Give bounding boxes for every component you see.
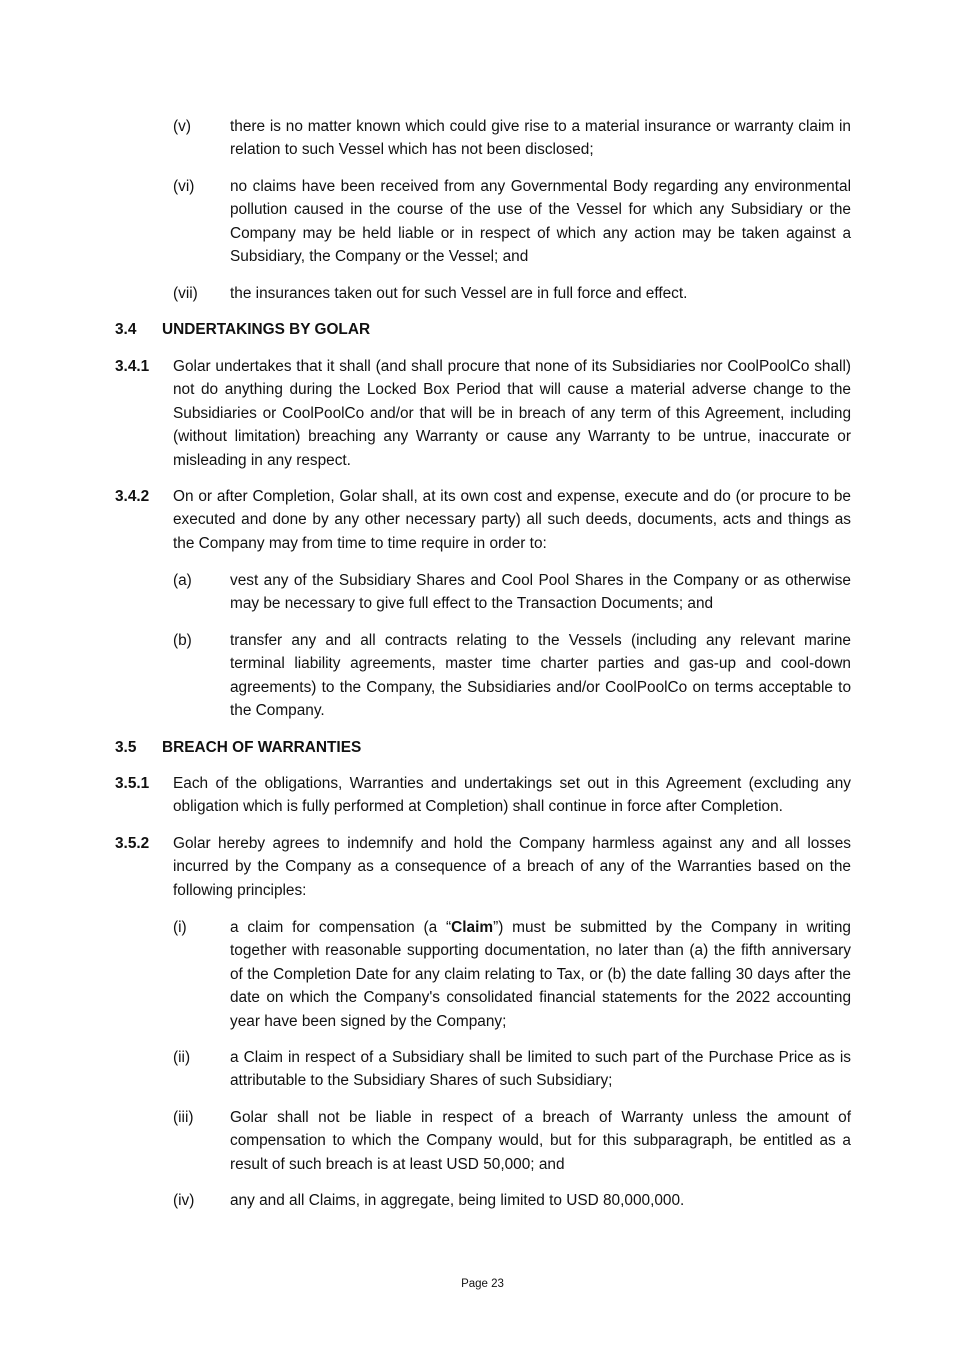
item-text: the insurances taken out for such Vessel are in full force and effect. bbox=[230, 285, 688, 302]
item-label: (vi) bbox=[173, 178, 195, 195]
defined-term-claim: Claim bbox=[451, 919, 494, 936]
item-label: (ii) bbox=[173, 1049, 191, 1066]
item-text bbox=[230, 916, 851, 1033]
section-number: 3.4 bbox=[115, 321, 137, 338]
item-text: no claims have been received from any Governmental Body regarding any environmental pollution caused in the course of the use of the Vessel for which any Subsidiary or the Company may be held liable or in respect of which any action may be taken against a Subsidiary, the Company or the Vessel; and bbox=[230, 178, 851, 266]
item-text: there is no matter known which could give rise to a material insurance or warranty claim in relation to such Vessel which has not been disclosed; bbox=[230, 118, 851, 159]
item-text-before: a claim for compensation (a “ bbox=[230, 919, 452, 936]
item-text: any and all Claims, in aggregate, being limited to USD 80,000,000. bbox=[230, 1192, 685, 1209]
clause-text: On or after Completion, Golar shall, at its own cost and expense, execute and do (or procure to be executed and done by any other necessary party) all such deeds, documents, acts and things as the Company may from time to time require in order to: bbox=[173, 488, 851, 552]
page-number: Page 23 bbox=[461, 1278, 504, 1290]
section-title: BREACH OF WARRANTIES bbox=[162, 739, 362, 756]
section-title: UNDERTAKINGS BY GOLAR bbox=[162, 321, 371, 338]
clause-number: 3.4.2 bbox=[115, 488, 150, 505]
clause-text: Golar undertakes that it shall (and shall procure that none of its Subsidiaries nor CoolPoolCo shall) not do anything during the Locked Box Period that will cause a material adverse change to the Subsidiaries or CoolPoolCo and/or that will be in breach of any term of this Agreement, including (without limitation) breaching any Warranty or cause any Warranty to be untrue, inaccurate or misleading in any respect. bbox=[173, 358, 851, 469]
item-label: (i) bbox=[173, 919, 187, 936]
item-text: a Claim in respect of a Subsidiary shall be limited to such part of the Purchase Price as is attributable to the Subsidiary Shares of such Subsidiary; bbox=[230, 1049, 851, 1090]
item-text: transfer any and all contracts relating to the Vessels (including any relevant marine terminal liability agreements, master time charter parties and gas-up and cool-down agreements) to the Company, the Subsidiaries and/or CoolPoolCo on terms acceptable to the Company. bbox=[230, 632, 851, 720]
clause-text: Each of the obligations, Warranties and undertakings set out in this Agreement (excluding any obligation which is fully performed at Completion) shall continue in force after Completion. bbox=[173, 775, 851, 816]
section-number: 3.5 bbox=[115, 739, 137, 756]
item-label: (iv) bbox=[173, 1192, 195, 1209]
clause-number: 3.5.1 bbox=[115, 775, 150, 792]
item-label: (a) bbox=[173, 572, 192, 589]
item-label: (b) bbox=[173, 632, 192, 649]
clause-number: 3.5.2 bbox=[115, 835, 150, 852]
item-label: (iii) bbox=[173, 1109, 194, 1126]
item-label: (v) bbox=[173, 118, 191, 135]
clause-text: Golar hereby agrees to indemnify and hold the Company harmless against any and all losses incurred by the Company as a consequence of a breach of any of the Warranties based on the following principles: bbox=[173, 835, 851, 899]
item-text: vest any of the Subsidiary Shares and Cool Pool Shares in the Company or as otherwise may be necessary to give full effect to the Transaction Documents; and bbox=[230, 572, 851, 613]
item-label: (vii) bbox=[173, 285, 198, 302]
item-text-after: ”) must be submitted by the Company in writing together with reasonable supporting documentation, no later than (a) the fifth anniversary of the Completion Date for any claim relating to Tax, or (b) the date falling 30 days after the date on which the Company's consolidated financial statements for the 2022 accounting year have been signed by the Company; bbox=[230, 919, 851, 1030]
clause-number: 3.4.1 bbox=[115, 358, 150, 375]
item-text: Golar shall not be liable in respect of a breach of Warranty unless the amount of compensation to which the Company would, but for this subparagraph, be entitled as a result of such breach is at least USD 50,000; and bbox=[230, 1109, 851, 1173]
